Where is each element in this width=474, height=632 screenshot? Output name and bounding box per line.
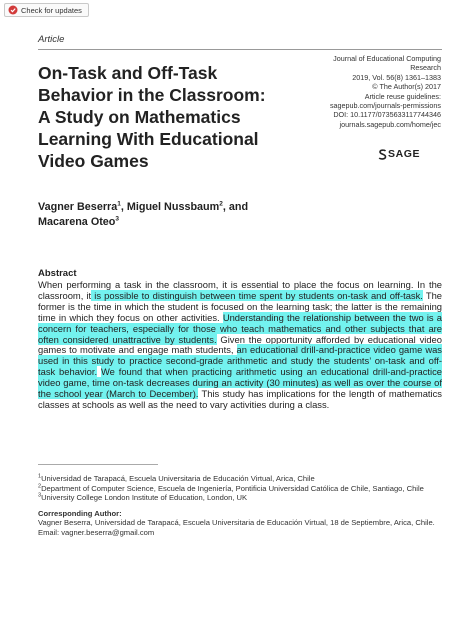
journal-info-line: Research (410, 63, 441, 73)
affiliation-mark: 2 (38, 483, 42, 490)
abstract-text: The former is the time in which the student is focused on the learning task; the latter is the remaining time in which they focus on other activities. (38, 289, 442, 323)
affiliation-text: Department of Computer Science, Escuela de Ingeniería, Pontificia Universidad Católica de Chile, Santiago, Chile (41, 483, 424, 493)
journal-info-doi[interactable]: DOI: 10.1177/0735633117744346 (333, 110, 441, 120)
check-for-updates-label: Check for updates (21, 5, 82, 15)
publisher-name: SAGE (388, 148, 421, 160)
corresponding-author-heading: Corresponding Author: (38, 508, 122, 518)
affiliation-item (38, 484, 442, 494)
affiliation-item (38, 493, 442, 503)
affiliation-mark: 3 (38, 492, 42, 499)
journal-info-line: © The Author(s) 2017 (372, 82, 441, 92)
highlighted-text: is possible to distinguish between time spent by students on-task and off-task. (91, 289, 423, 301)
abstract-heading: Abstract (38, 268, 77, 279)
abstract-text: This study has implications for the length of mathematics classes at schools as well as the need to vary activities during a class. (38, 388, 442, 410)
affiliations (38, 474, 442, 538)
affiliation-text: University College London Institute of Education, London, UK (41, 493, 248, 503)
abstract-text: When performing a task in the classroom, it is essential to place the focus on learning. In the classroom, it (38, 279, 442, 301)
journal-info (280, 54, 441, 129)
abstract-body (38, 280, 442, 411)
affiliation-mark: 1 (38, 473, 42, 480)
article-title: On-Task and Off-Task Behavior in the Classroom: A Study on Mathematics Learning With Educational Video Games (38, 63, 266, 171)
highlighted-text: Understanding the relationship between the two is a concern for teachers, especially for those who teach mathematics and other subjects that are often considered unattractive by students. (38, 311, 442, 345)
header-divider (38, 49, 442, 50)
journal-info-line: Article reuse guidelines: (364, 91, 441, 101)
abstract-text: Given the opportunity afforded by educational video games to motivate and engage math students, (38, 333, 442, 356)
highlighted-text: an educational drill-and-practice video game was used in this study to practice second-grade arithmetic and study the students’ on-task and off-task behavior. (38, 344, 442, 378)
corresponding-author-address: Vagner Beserra, Universidad de Tarapacá, Escuela Universitaria de Educación Virtual, 18 de Septiembre, Arica, Chile. (38, 518, 435, 528)
journal-info-link[interactable]: journals.sagepub.com/home/jec (339, 119, 441, 129)
publisher-logo (378, 148, 420, 160)
footnote-divider (38, 464, 158, 465)
author-list (38, 200, 338, 230)
journal-info-line: 2019, Vol. 56(8) 1361–1383 (352, 72, 441, 82)
affiliation-text: Universidad de Tarapacá, Escuela Universitaria de Educación Virtual, Arica, Chile (41, 474, 315, 483)
author-name: Miguel Nussbaum (126, 201, 220, 213)
check-updates-icon (8, 5, 18, 15)
author-name: Vagner Beserra (38, 201, 118, 213)
author-name: Macarena Oteo (38, 216, 116, 228)
sage-logo-icon (378, 149, 387, 160)
author-affiliation-mark: 3 (115, 215, 120, 223)
author-separator: , (120, 201, 127, 213)
author-affiliation-mark: 2 (219, 200, 223, 208)
journal-info-line: Journal of Educational Computing (333, 54, 441, 63)
highlighted-text: We found that when practicing arithmetic using an educational drill-and-practice video game, time on-task decreases during an activity (30 minutes) as well as over the course of the school year (March to December). (38, 366, 442, 400)
article-type-label: Article (38, 34, 65, 45)
check-for-updates-button[interactable] (4, 3, 89, 17)
corresponding-author-email[interactable]: Email: vagner.beserra@gmail.com (38, 527, 155, 537)
journal-info-link[interactable]: sagepub.com/journals-permissions (329, 101, 441, 111)
author-affiliation-mark: 1 (117, 200, 121, 208)
author-separator: , and (222, 201, 249, 213)
affiliation-item (38, 474, 442, 484)
